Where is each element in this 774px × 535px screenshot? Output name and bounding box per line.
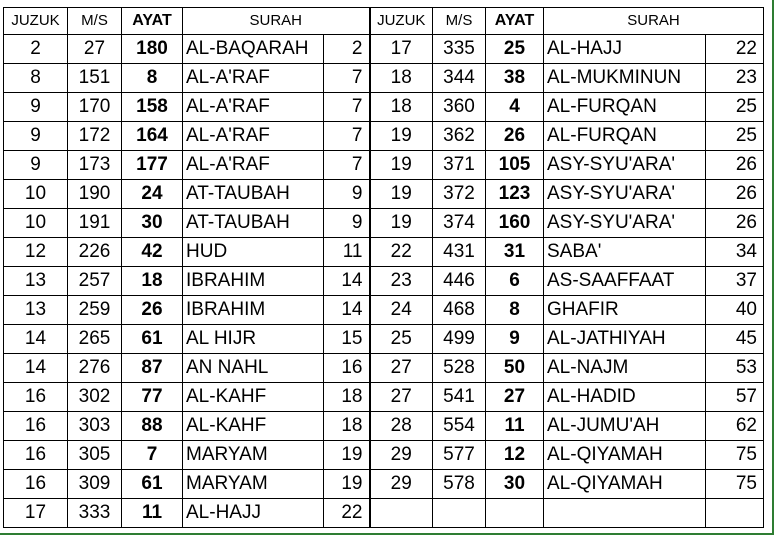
left-surah-number-cell: 9 [324, 180, 370, 209]
right-surah-name-cell: AL-FURQAN [544, 122, 706, 151]
right-juzuk-cell: 29 [370, 441, 433, 470]
right-juzuk-cell: 18 [370, 93, 433, 122]
right-surah-number-cell: 26 [706, 151, 764, 180]
right-juzuk-cell: 27 [370, 383, 433, 412]
right-surah-number-cell: 57 [706, 383, 764, 412]
right-ayat-cell: 31 [486, 238, 544, 267]
left-surah-name-cell: AL-A'RAF [183, 93, 324, 122]
left-ayat-cell: 164 [122, 122, 183, 151]
right-juzuk-cell: 19 [370, 180, 433, 209]
left-surah-number-cell: 7 [324, 93, 370, 122]
left-surah-number-cell: 22 [324, 499, 370, 528]
right-ms-cell: 578 [433, 470, 486, 499]
right-surah-number-cell: 53 [706, 354, 764, 383]
table-row [4, 35, 764, 64]
left-surah-name-cell: AL HIJR [183, 325, 324, 354]
left-juzuk-cell: 13 [4, 296, 68, 325]
left-ayat-cell: 8 [122, 64, 183, 93]
right-surah-name-cell: AL-HAJJ [544, 35, 706, 64]
left-ms-cell: 226 [68, 238, 122, 267]
left-ms-cell: 305 [68, 441, 122, 470]
right-juzuk-cell: 19 [370, 151, 433, 180]
left-ms-cell: 333 [68, 499, 122, 528]
right-surah-number-cell: 34 [706, 238, 764, 267]
right-ms-cell: 554 [433, 412, 486, 441]
left-surah-name-cell: MARYAM [183, 441, 324, 470]
right-surah-name-cell: ASY-SYU'ARA' [544, 209, 706, 238]
ayat-table [3, 7, 764, 528]
right-surah-number-cell: 22 [706, 35, 764, 64]
left-ms-cell: 170 [68, 93, 122, 122]
left-ms-cell: 257 [68, 267, 122, 296]
header-ayat: AYAT [122, 8, 183, 35]
right-surah-name-cell: AL-MUKMINUN [544, 64, 706, 93]
header-juzuk-right: JUZUK [370, 8, 433, 35]
left-juzuk-cell: 8 [4, 64, 68, 93]
right-ayat-cell: 26 [486, 122, 544, 151]
right-ms-cell: 577 [433, 441, 486, 470]
right-surah-name-cell: AL-QIYAMAH [544, 470, 706, 499]
left-surah-name-cell: HUD [183, 238, 324, 267]
left-surah-number-cell: 7 [324, 122, 370, 151]
table-row [4, 180, 764, 209]
left-ayat-cell: 18 [122, 267, 183, 296]
right-juzuk-cell [370, 499, 433, 528]
right-surah-number-cell: 23 [706, 64, 764, 93]
right-ayat-cell: 160 [486, 209, 544, 238]
right-surah-number-cell: 45 [706, 325, 764, 354]
right-ayat-cell: 30 [486, 470, 544, 499]
left-juzuk-cell: 10 [4, 209, 68, 238]
right-ayat-cell [486, 499, 544, 528]
left-surah-number-cell: 7 [324, 151, 370, 180]
right-juzuk-cell: 29 [370, 470, 433, 499]
table-row [4, 122, 764, 151]
right-surah-name-cell: ASY-SYU'ARA' [544, 180, 706, 209]
right-ayat-cell: 25 [486, 35, 544, 64]
right-surah-name-cell: AS-SAAFFAAT [544, 267, 706, 296]
right-surah-name-cell: AL-QIYAMAH [544, 441, 706, 470]
right-ayat-cell: 6 [486, 267, 544, 296]
right-surah-number-cell: 26 [706, 180, 764, 209]
right-ms-cell: 541 [433, 383, 486, 412]
right-ms-cell: 372 [433, 180, 486, 209]
right-juzuk-cell: 23 [370, 267, 433, 296]
left-ms-cell: 259 [68, 296, 122, 325]
left-ms-cell: 303 [68, 412, 122, 441]
right-juzuk-cell: 27 [370, 354, 433, 383]
left-surah-name-cell: AL-KAHF [183, 383, 324, 412]
left-juzuk-cell: 16 [4, 383, 68, 412]
left-surah-number-cell: 11 [324, 238, 370, 267]
left-juzuk-cell: 16 [4, 412, 68, 441]
left-ayat-cell: 61 [122, 470, 183, 499]
header-ms: M/S [68, 8, 122, 35]
right-ms-cell: 374 [433, 209, 486, 238]
right-surah-name-cell: GHAFIR [544, 296, 706, 325]
right-ayat-cell: 8 [486, 296, 544, 325]
left-surah-name-cell: AL-BAQARAH [183, 35, 324, 64]
header-surah: SURAH [183, 8, 370, 35]
right-surah-number-cell [706, 499, 764, 528]
right-ms-cell: 362 [433, 122, 486, 151]
left-surah-name-cell: AL-HAJJ [183, 499, 324, 528]
table-row [4, 383, 764, 412]
left-surah-number-cell: 2 [324, 35, 370, 64]
right-juzuk-cell: 18 [370, 64, 433, 93]
right-ms-cell: 431 [433, 238, 486, 267]
left-surah-name-cell: AT-TAUBAH [183, 180, 324, 209]
left-surah-name-cell: AL-A'RAF [183, 151, 324, 180]
left-surah-name-cell: AL-A'RAF [183, 122, 324, 151]
left-ms-cell: 276 [68, 354, 122, 383]
left-ms-cell: 27 [68, 35, 122, 64]
left-juzuk-cell: 14 [4, 325, 68, 354]
table-row [4, 441, 764, 470]
table-row [4, 325, 764, 354]
table-body [4, 35, 764, 528]
left-ms-cell: 191 [68, 209, 122, 238]
right-surah-number-cell: 40 [706, 296, 764, 325]
right-ms-cell [433, 499, 486, 528]
table-row [4, 151, 764, 180]
left-surah-number-cell: 14 [324, 267, 370, 296]
table-row [4, 64, 764, 93]
table-row [4, 267, 764, 296]
header-juzuk: JUZUK [4, 8, 68, 35]
right-surah-number-cell: 25 [706, 122, 764, 151]
left-ayat-cell: 77 [122, 383, 183, 412]
right-ms-cell: 371 [433, 151, 486, 180]
left-ms-cell: 302 [68, 383, 122, 412]
left-surah-number-cell: 18 [324, 412, 370, 441]
left-surah-name-cell: IBRAHIM [183, 296, 324, 325]
table-row [4, 499, 764, 528]
right-ms-cell: 446 [433, 267, 486, 296]
left-juzuk-cell: 9 [4, 122, 68, 151]
left-juzuk-cell: 10 [4, 180, 68, 209]
right-juzuk-cell: 24 [370, 296, 433, 325]
right-ms-cell: 499 [433, 325, 486, 354]
left-ayat-cell: 7 [122, 441, 183, 470]
right-juzuk-cell: 19 [370, 122, 433, 151]
left-surah-number-cell: 9 [324, 209, 370, 238]
table-row [4, 209, 764, 238]
right-surah-name-cell: AL-JUMU'AH [544, 412, 706, 441]
right-juzuk-cell: 22 [370, 238, 433, 267]
right-juzuk-cell: 25 [370, 325, 433, 354]
right-surah-name-cell: SABA' [544, 238, 706, 267]
right-surah-name-cell: AL-JATHIYAH [544, 325, 706, 354]
left-surah-number-cell: 19 [324, 441, 370, 470]
left-juzuk-cell: 9 [4, 151, 68, 180]
left-surah-name-cell: AN NAHL [183, 354, 324, 383]
left-ayat-cell: 88 [122, 412, 183, 441]
left-ayat-cell: 180 [122, 35, 183, 64]
left-surah-name-cell: AL-KAHF [183, 412, 324, 441]
right-surah-number-cell: 75 [706, 470, 764, 499]
right-ms-cell: 335 [433, 35, 486, 64]
right-ayat-cell: 38 [486, 64, 544, 93]
right-ms-cell: 360 [433, 93, 486, 122]
left-surah-number-cell: 7 [324, 64, 370, 93]
left-ms-cell: 173 [68, 151, 122, 180]
left-surah-name-cell: AT-TAUBAH [183, 209, 324, 238]
right-ayat-cell: 4 [486, 93, 544, 122]
table-row [4, 93, 764, 122]
right-surah-number-cell: 26 [706, 209, 764, 238]
left-ayat-cell: 177 [122, 151, 183, 180]
left-surah-name-cell: MARYAM [183, 470, 324, 499]
right-surah-name-cell: AL-NAJM [544, 354, 706, 383]
left-surah-number-cell: 19 [324, 470, 370, 499]
right-ayat-cell: 12 [486, 441, 544, 470]
left-ayat-cell: 26 [122, 296, 183, 325]
right-juzuk-cell: 17 [370, 35, 433, 64]
left-surah-name-cell: IBRAHIM [183, 267, 324, 296]
right-ayat-cell: 50 [486, 354, 544, 383]
left-ayat-cell: 30 [122, 209, 183, 238]
table-row [4, 238, 764, 267]
right-ayat-cell: 11 [486, 412, 544, 441]
header-row [4, 8, 764, 35]
left-juzuk-cell: 16 [4, 441, 68, 470]
right-surah-number-cell: 25 [706, 93, 764, 122]
header-ms-right: M/S [433, 8, 486, 35]
right-ms-cell: 528 [433, 354, 486, 383]
left-ayat-cell: 42 [122, 238, 183, 267]
right-surah-number-cell: 62 [706, 412, 764, 441]
header-surah-right: SURAH [544, 8, 764, 35]
left-surah-name-cell: AL-A'RAF [183, 64, 324, 93]
left-ms-cell: 151 [68, 64, 122, 93]
left-surah-number-cell: 18 [324, 383, 370, 412]
left-juzuk-cell: 9 [4, 93, 68, 122]
left-ayat-cell: 61 [122, 325, 183, 354]
left-juzuk-cell: 2 [4, 35, 68, 64]
table-row [4, 470, 764, 499]
right-ayat-cell: 27 [486, 383, 544, 412]
right-ayat-cell: 9 [486, 325, 544, 354]
table-row [4, 412, 764, 441]
right-ms-cell: 344 [433, 64, 486, 93]
table-row [4, 354, 764, 383]
left-juzuk-cell: 14 [4, 354, 68, 383]
left-surah-number-cell: 16 [324, 354, 370, 383]
left-ayat-cell: 24 [122, 180, 183, 209]
right-surah-name-cell [544, 499, 706, 528]
left-juzuk-cell: 13 [4, 267, 68, 296]
right-surah-name-cell: ASY-SYU'ARA' [544, 151, 706, 180]
right-juzuk-cell: 19 [370, 209, 433, 238]
right-juzuk-cell: 28 [370, 412, 433, 441]
left-ms-cell: 172 [68, 122, 122, 151]
right-surah-number-cell: 75 [706, 441, 764, 470]
left-juzuk-cell: 16 [4, 470, 68, 499]
right-surah-number-cell: 37 [706, 267, 764, 296]
right-surah-name-cell: AL-FURQAN [544, 93, 706, 122]
left-surah-number-cell: 15 [324, 325, 370, 354]
left-ms-cell: 190 [68, 180, 122, 209]
right-ms-cell: 468 [433, 296, 486, 325]
left-ms-cell: 265 [68, 325, 122, 354]
left-surah-number-cell: 14 [324, 296, 370, 325]
right-ayat-cell: 105 [486, 151, 544, 180]
left-ayat-cell: 158 [122, 93, 183, 122]
header-ayat-right: AYAT [486, 8, 544, 35]
left-ms-cell: 309 [68, 470, 122, 499]
right-ayat-cell: 123 [486, 180, 544, 209]
left-ayat-cell: 87 [122, 354, 183, 383]
left-juzuk-cell: 12 [4, 238, 68, 267]
left-juzuk-cell: 17 [4, 499, 68, 528]
right-surah-name-cell: AL-HADID [544, 383, 706, 412]
table-row [4, 296, 764, 325]
left-ayat-cell: 11 [122, 499, 183, 528]
